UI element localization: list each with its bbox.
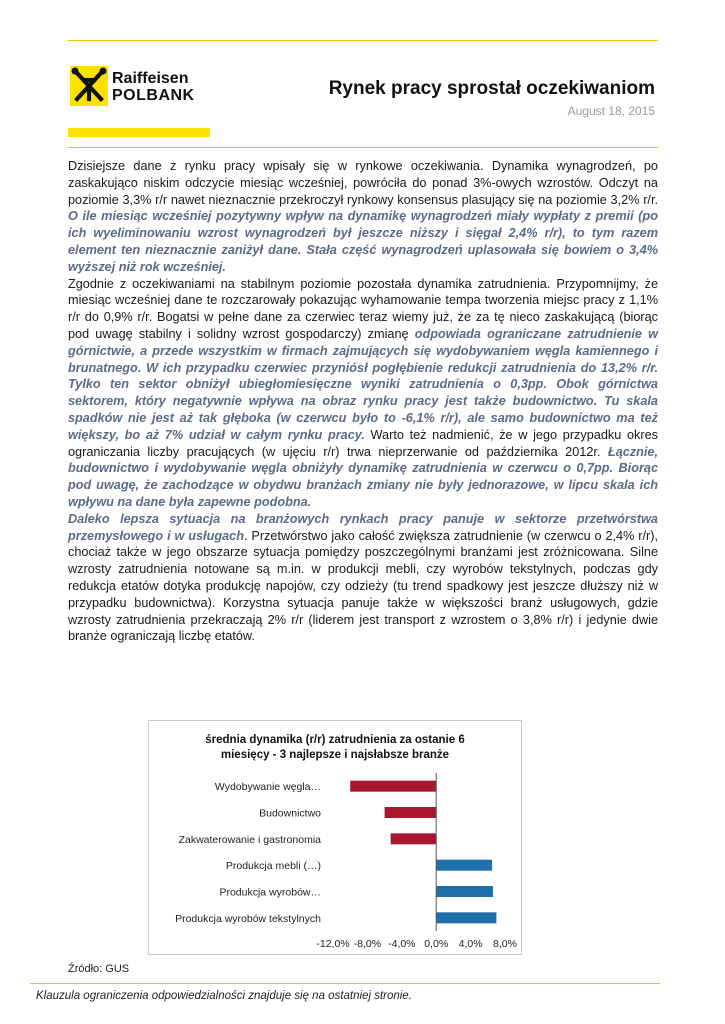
bar-3 [391, 833, 437, 844]
article-body [68, 158, 658, 645]
category-label-6: Produkcja wyrobów tekstylnych [175, 912, 321, 925]
p3-highlight: Daleko lepsza sytuacja na branżowych rynkach pracy panuje w sektorze przetwórstwa przemysłowego i w usługach [68, 511, 658, 543]
header-bottom-rule [68, 147, 658, 148]
chart-title-line2: miesięcy - 3 najlepsze i najsłabsze branże [220, 749, 450, 761]
disclaimer: Klauzula ograniczenia odpowiedzialności znajduje się na ostatniej stronie. [36, 990, 412, 1002]
source-note: Źródło: GUS [68, 963, 130, 975]
employment-chart [148, 720, 522, 955]
brand-name [112, 70, 195, 104]
page-title: Rynek pracy sprostał oczekiwaniom [328, 78, 655, 99]
header-top-rule [68, 40, 658, 41]
chart-svg [149, 721, 521, 954]
category-label-4: Produkcja mebli (…) [225, 860, 321, 873]
p1-highlight: O ile miesiąc wcześniej pozytywny wpływ na dynamikę wynagrodzeń miały wypłaty z premii (po ich wyeliminowaniu wzrost wynagrodzeń był jeszcze niższy i sięgał 2,4% r/r), to tym razem element ten nieznacznie zaniżył dane. Stała część wynagrodzeń uplasowała się bowiem o 3,4% wyższej niż rok wcześniej. [68, 209, 658, 274]
category-label-2: Budownictwo [259, 807, 321, 820]
p2-highlight-a: odpowiada ograniczane zatrudnienie w górnictwie, a przede wszystkim w firmach zajmujących się wydobywaniem węgla kamiennego i brunatnego. W ich przypadku czerwiec przyniósł pogłębienie redukcji zatrudnienia do 13,2% r/r. Tylko ten sektor obniżył ubiegłomiesięczne wyniki zatrudnienia o 0,3pp. Obok górnictwa sektorem, który negatywnie wpływa na obraz rynku pracy jest także budownictwo. Tu skala spadków nie jest aż tak głęboka (w czerwcu było to -6,1% r/r), ale samo budownictwo ma też większy, bo aż 7% udział w całym rynku pracy. [68, 326, 658, 442]
paragraph-2 [68, 276, 658, 511]
p1-text: Dzisiejsze dane z rynku pracy wpisały się w rynkowe oczekiwania. Dynamika wynagrodzeń, po zaskakująco niskim odczycie miesiąc wcześniej, powróciła do ponad 3%-owych wzrostów. Odczyt na poziomie 3,3% r/r nawet nieznacznie przekroczył rynkowy konsensus plasujący się na poziomie 3,2% r/r. [68, 159, 658, 207]
tick-label-3: -4,0% [388, 938, 416, 950]
p3-text: . Przetwórstwo jako całość zwiększa zatrudnienie (w czerwcu o 2,4% r/r), chociaż także w jego obszarze sytuacja pomiędzy poszczególnymi branżami jest zróżnicowana. Silne wzrosty zatrudnienia notowane są m.in. w produkcji mebli, czy wyrobów tekstylnych, podczas gdy redukcja etatów dotyka produkcję napojów, czy odzieży (tu trend spadkowy jest jeszcze dłuższy niż w przypadku budownictwa). Korzystna sytuacja panuje także w większości branż usługowych, gdzie wzrosty zatrudnienia przekraczają 2% r/r (liderem jest transport z wzrostem o 3,8% r/r) i jedynie dwie branże ograniczają liczbę etatów. [68, 528, 658, 644]
brand-line1: Raiffeisen [112, 70, 189, 87]
category-label-1: Wydobywanie węgla… [214, 781, 321, 794]
bar-1 [350, 781, 436, 792]
bar-6 [436, 912, 496, 923]
tick-label-4: 0,0% [424, 938, 449, 950]
category-label-3: Zakwaterowanie i gastronomia [178, 833, 321, 846]
bar-2 [385, 807, 437, 818]
category-label-5: Produkcja wyrobów… [219, 886, 321, 899]
p2-text-b: Warto też nadmienić, że w jego przypadku okres ograniczania liczby pracujących (w ujęciu r/r) trwa nieprzerwanie od października 2012r. [68, 427, 658, 459]
brand-line2: POLBANK [112, 87, 195, 104]
p2-highlight-b: Łącznie, budownictwo i wydobywanie węgla obniżyły dynamikę zatrudnienia w czerwcu o 0,7pp. Biorąc pod uwagę, że zachodzące w obydwu branżach zmiany nie były jednorazowe, w lipcu skala ich wpływu na dane była zapewne podobna. [68, 444, 658, 509]
tick-label-5: 4,0% [458, 938, 483, 950]
bar-5 [436, 886, 493, 897]
tick-label-2: -8,0% [353, 938, 382, 950]
paragraph-1 [68, 158, 658, 276]
chart-title-line1: średnia dynamika (r/r) zatrudnienia za ostanie 6 [205, 734, 465, 746]
tick-label-1: -12,0% [316, 938, 350, 950]
p2-text-a: Zgodnie z oczekiwaniami na stabilnym poziomie pozostała dynamika zatrudnienia. Przypomnijmy, że miesiąc wcześniej dane te rozczarowały pokazując wyhamowanie tempa tworzenia miejsc pracy z 1,1% r/r do 0,9% r/r. Bogatsi w pełne dane za czerwiec teraz wiemy już, że za tę nieco zaskakującą (biorąc pod uwagę stabilny i solidny wzrost gospodarczy) zmianę [68, 276, 658, 341]
tick-label-6: 8,0% [493, 938, 517, 950]
footer-rule [30, 983, 660, 984]
gable-left-knob [72, 68, 79, 75]
gable-right-knob [100, 68, 107, 75]
bar-4 [436, 860, 492, 871]
paragraph-3 [68, 511, 658, 645]
publication-date: August 18, 2015 [567, 104, 655, 118]
accent-bar [68, 128, 210, 137]
